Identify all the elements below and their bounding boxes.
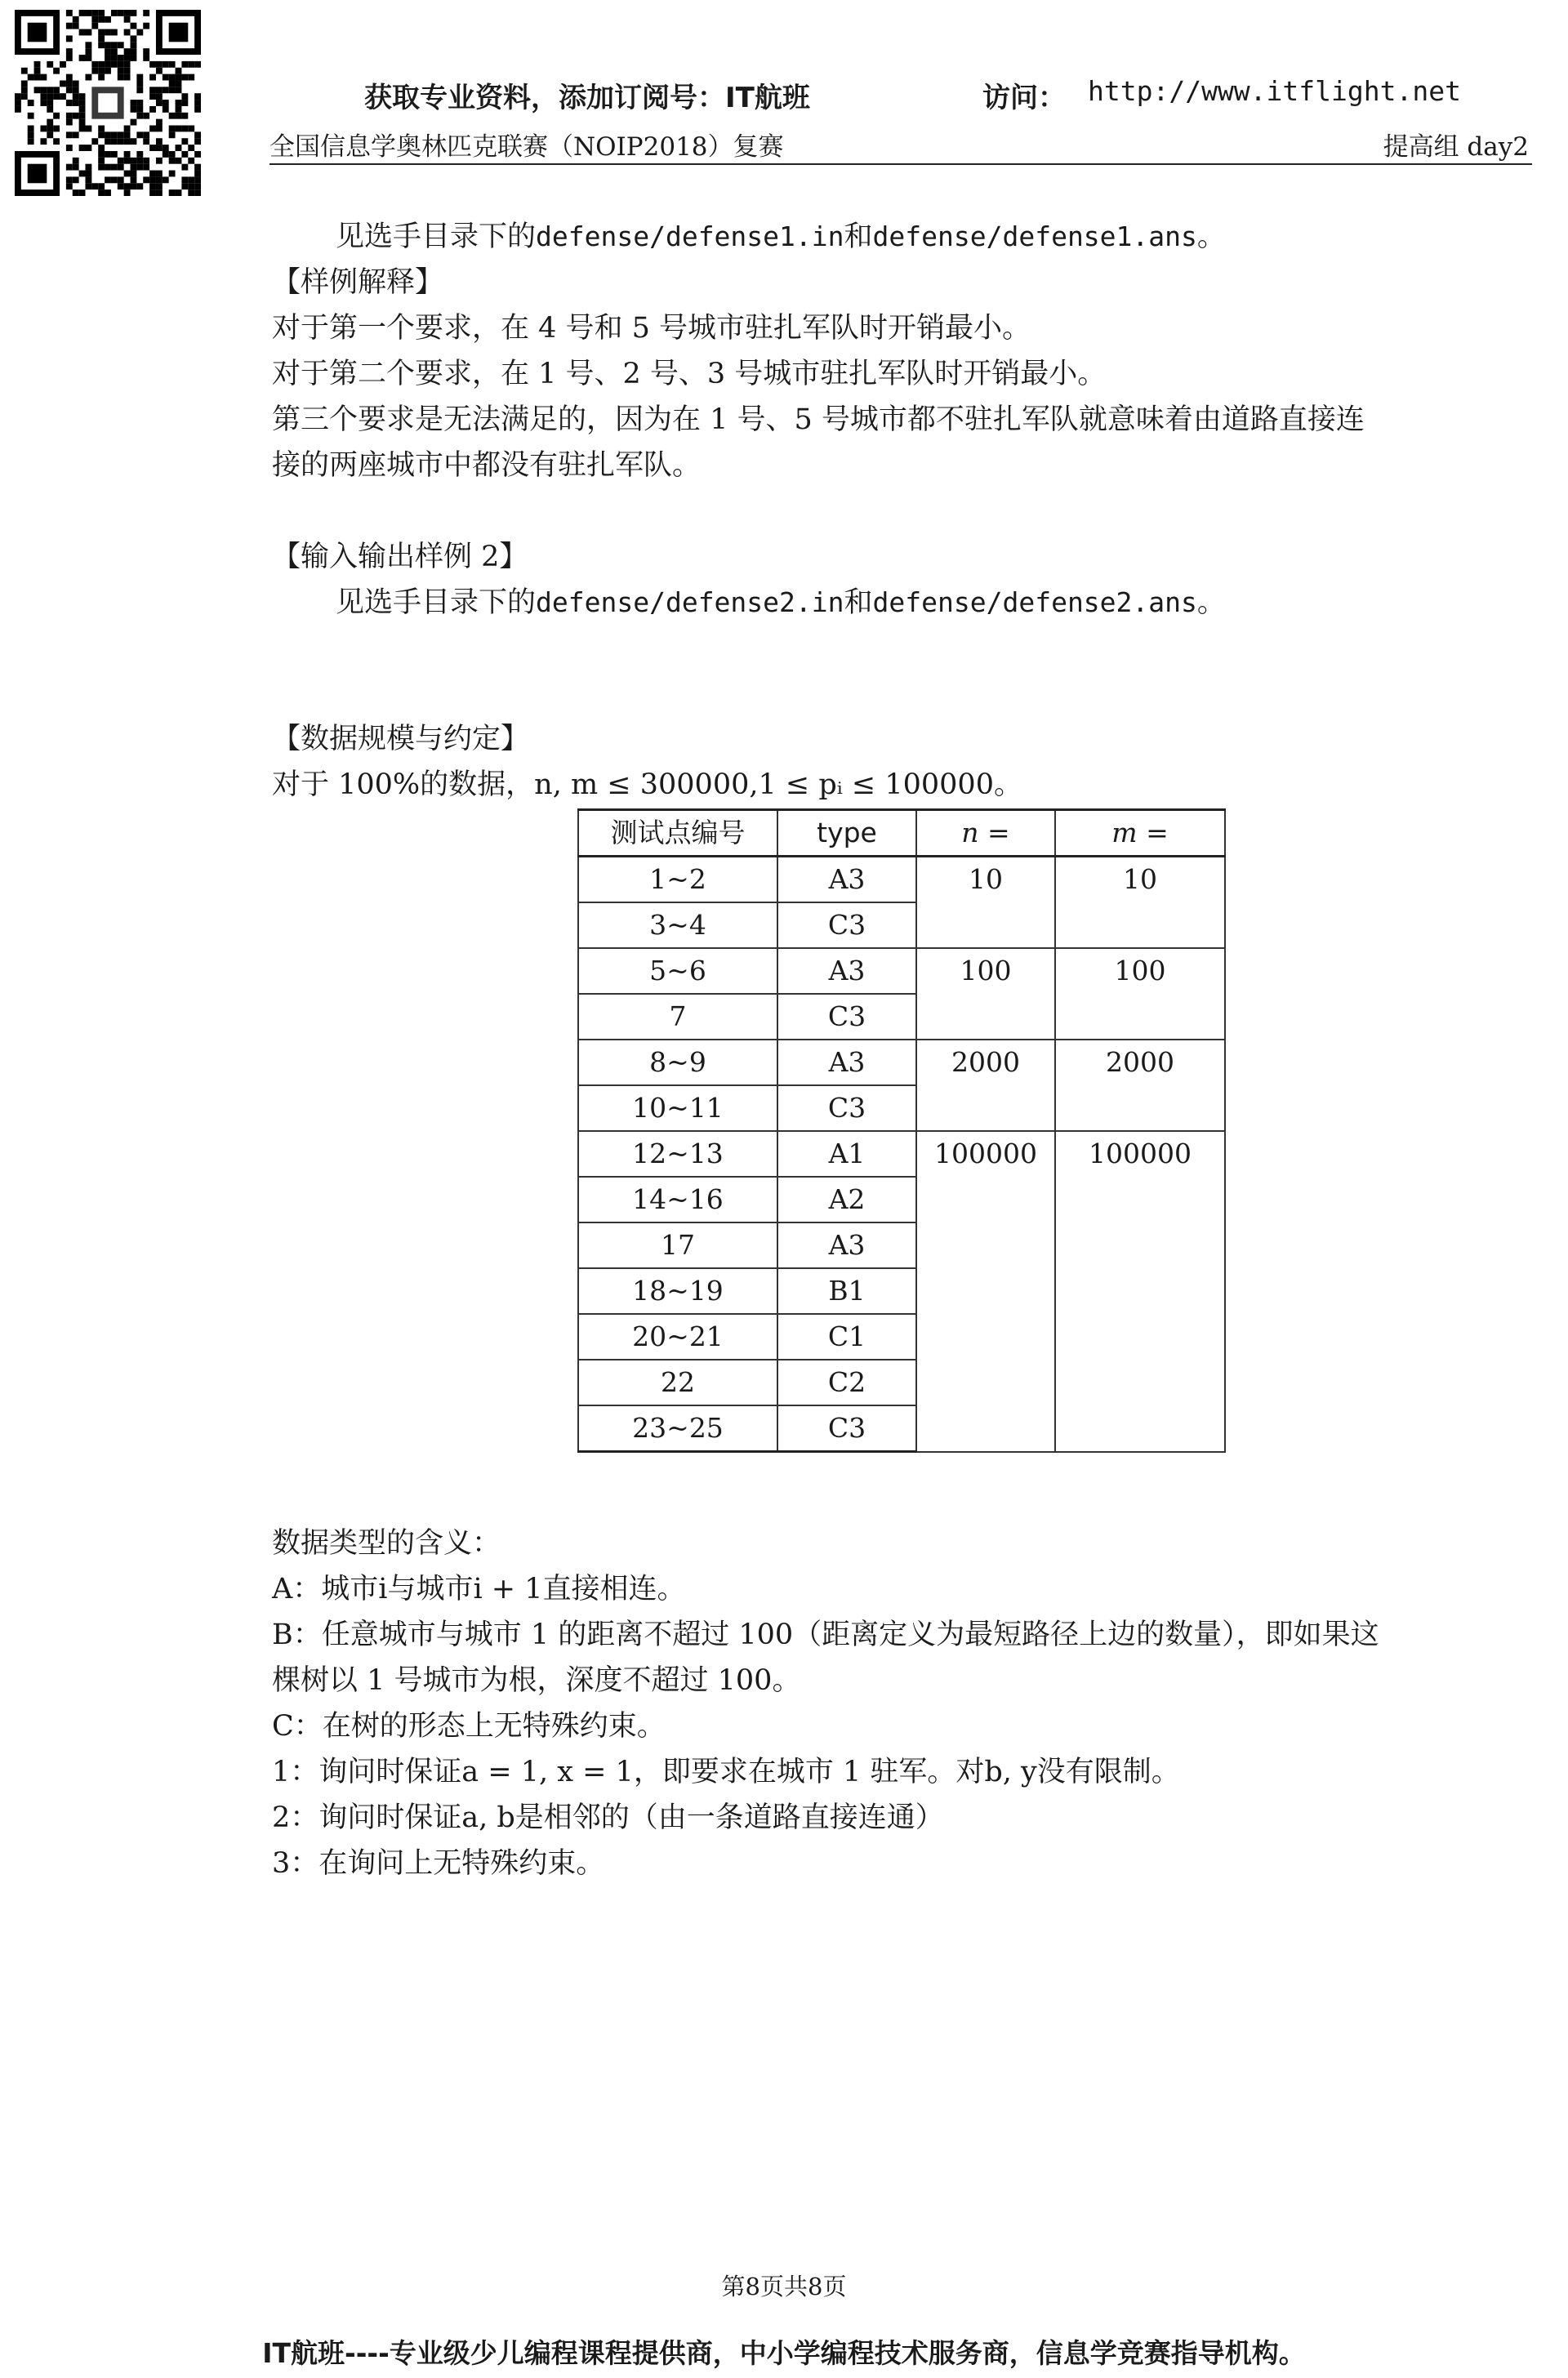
- cell-type: A3: [777, 1222, 916, 1268]
- scale-heading: 【数据规模与约定】: [272, 723, 530, 755]
- footer-promo-text: IT航班----专业级少儿编程课程提供商，中小学编程技术服务商，信息学竞赛指导机构。: [262, 2337, 1306, 2369]
- cell-testcase: 5~6: [578, 948, 777, 994]
- promo-subscribe-text: 获取专业资料，添加订阅号：IT航班: [364, 82, 810, 114]
- explain-heading: 【样例解释】: [272, 266, 444, 299]
- cell-testcase: 17: [578, 1222, 777, 1268]
- cell-testcase: 12~13: [578, 1131, 777, 1177]
- sample2-heading: 【输入输出样例 2】: [272, 541, 528, 573]
- page-number: 第8页共8页: [721, 2273, 847, 2300]
- sample1-in-file: defense/defense1.in: [536, 220, 844, 252]
- col-header-testcase: 测试点编号: [578, 810, 777, 857]
- promo-url-link[interactable]: http://www.itflight.net: [1088, 75, 1461, 107]
- period: 。: [1196, 586, 1226, 619]
- and-word: 和: [844, 586, 873, 619]
- cell-type: C3: [777, 1085, 916, 1131]
- data-scale-table: [577, 808, 1226, 1453]
- cell-testcase: 10~11: [578, 1085, 777, 1131]
- meaning-line-3: 3：在询问上无特殊约束。: [272, 1847, 605, 1880]
- meaning-heading: 数据类型的含义：: [272, 1527, 501, 1560]
- cell-testcase: 20~21: [578, 1314, 777, 1360]
- cell-testcase: 8~9: [578, 1040, 777, 1085]
- cell-testcase: 3~4: [578, 902, 777, 948]
- cell-testcase: 14~16: [578, 1177, 777, 1222]
- table-header-row: [578, 810, 1225, 857]
- running-header-group: 提高组 day2: [1383, 132, 1529, 162]
- table-row: [578, 1131, 1225, 1177]
- cell-testcase: 7: [578, 994, 777, 1040]
- meaning-line-2: 2：询问时保证a, b是相邻的（由一条道路直接连通）: [272, 1801, 944, 1834]
- cell-type: A3: [777, 948, 916, 994]
- see-prefix: 见选手目录下的: [336, 586, 537, 619]
- cell-type: C2: [777, 1360, 916, 1405]
- sample2-ans-file: defense/defense2.ans: [872, 586, 1197, 618]
- cell-m: 10: [1055, 857, 1225, 949]
- cell-n: 2000: [916, 1040, 1055, 1131]
- cell-testcase: 22: [578, 1360, 777, 1405]
- cell-type: B1: [777, 1268, 916, 1314]
- cell-type: C3: [777, 902, 916, 948]
- and-word: 和: [844, 220, 873, 253]
- sample2-reference: [336, 580, 1226, 621]
- sample1-reference: [336, 214, 1226, 255]
- col-header-type: type: [777, 810, 916, 857]
- explain-line: 第三个要求是无法满足的，因为在 1 号、5 号城市都不驻扎军队就意味着由道路直接连: [272, 403, 1365, 436]
- explain-line: 接的两座城市中都没有驻扎军队。: [272, 449, 702, 482]
- cell-m: 2000: [1055, 1040, 1225, 1131]
- cell-type: C1: [777, 1314, 916, 1360]
- period: 。: [1196, 220, 1226, 253]
- col-header-n: n =: [916, 810, 1055, 857]
- cell-m: 100000: [1055, 1131, 1225, 1452]
- table-row: [578, 857, 1225, 903]
- cell-n: 100: [916, 948, 1055, 1040]
- header-rule: [270, 163, 1532, 165]
- promo-visit-label: 访问：: [982, 82, 1066, 114]
- cell-testcase: 18~19: [578, 1268, 777, 1314]
- cell-n: 100000: [916, 1131, 1055, 1452]
- cell-testcase: 1~2: [578, 857, 777, 903]
- meaning-line-b: B：任意城市与城市 1 的距离不超过 100（距离定义为最短路径上边的数量），即如果这: [272, 1619, 1379, 1651]
- explain-line: 对于第一个要求，在 4 号和 5 号城市驻扎军队时开销最小。: [272, 312, 1031, 345]
- meaning-line-a: A：城市i与城市i + 1直接相连。: [272, 1573, 686, 1605]
- cell-type: C3: [777, 1405, 916, 1452]
- meaning-line-c: C：在树的形态上无特殊约束。: [272, 1710, 666, 1743]
- table-row: [578, 948, 1225, 994]
- running-header-title: 全国信息学奥林匹克联赛（NOIP2018）复赛: [270, 132, 784, 162]
- cell-type: A1: [777, 1131, 916, 1177]
- meaning-line-1: 1：询问时保证a = 1, x = 1，即要求在城市 1 驻军。对b, y没有限制。: [272, 1756, 1180, 1788]
- explain-line: 对于第二个要求，在 1 号、2 号、3 号城市驻扎军队时开销最小。: [272, 358, 1107, 390]
- cell-type: C3: [777, 994, 916, 1040]
- sample2-in-file: defense/defense2.in: [536, 586, 844, 618]
- sample1-ans-file: defense/defense1.ans: [872, 220, 1197, 252]
- scale-constraint: 对于 100%的数据，n, m ≤ 300000,1 ≤ pᵢ ≤ 100000。: [272, 768, 1022, 801]
- qr-code-icon: [15, 10, 201, 196]
- col-header-m: m =: [1055, 810, 1225, 857]
- cell-n: 10: [916, 857, 1055, 949]
- see-prefix: 见选手目录下的: [336, 220, 537, 253]
- cell-type: A2: [777, 1177, 916, 1222]
- meaning-line-b-cont: 棵树以 1 号城市为根，深度不超过 100。: [272, 1664, 801, 1697]
- cell-type: A3: [777, 1040, 916, 1085]
- cell-type: A3: [777, 857, 916, 903]
- table-row: [578, 1040, 1225, 1085]
- cell-testcase: 23~25: [578, 1405, 777, 1452]
- cell-m: 100: [1055, 948, 1225, 1040]
